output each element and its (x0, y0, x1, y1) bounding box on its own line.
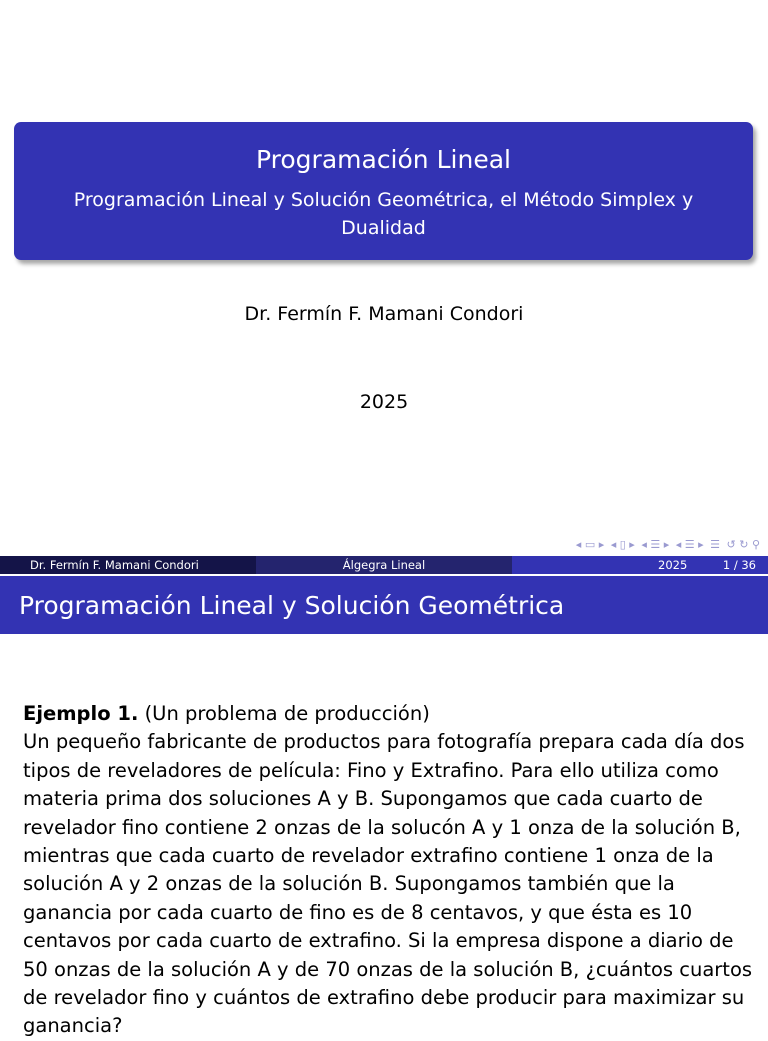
footer-course-section (256, 556, 512, 574)
nav-subsection-list-icon[interactable]: ◂ ☰ ▸ (675, 538, 704, 551)
nav-frame-icon[interactable]: ◂ ▭ ▸ (575, 538, 605, 551)
navigation-symbols (573, 538, 760, 551)
frame-title-bar (0, 576, 768, 634)
presentation-date: 2025 (359, 391, 409, 413)
title-block (14, 122, 753, 260)
footer-author-section (0, 556, 256, 574)
footer-author: Dr. Fermín F. Mamani Condori (30, 558, 199, 572)
nav-search-icon[interactable]: ↺ ↻ ⚲ (726, 538, 760, 551)
nav-subsection-icon[interactable]: ◂ ▯ ▸ (610, 538, 635, 551)
nav-toc-icon[interactable]: ☰ (710, 538, 721, 551)
example-body: Un pequeño fabricante de productos para fotografía prepara cada día dos tipos de reveladores de película: Fino y Extrafino. Para ello utiliza como materia prima dos soluciones A y B. Supongamos que cada cuarto de revelador fino contiene 2 onzas de la solucón A y 1 onza de la solución B, mientras que cada cuarto de revelador extrafino contiene 1 onza de la solución A y 2 onzas de la solución B. Supongamos también que la ganancia por cada cuarto de fino es de 8 centavos, y que ésta es 10 centavos por cada cuarto de extrafino. Si la empresa dispone a diario de 50 onzas de la solución A y de 70 onzas de la solución B, ¿cuántos cuartos de revelador fino y cuántos de extrafino debe producir para maximizar su ganancia? (23, 730, 753, 1038)
slide-footer (0, 556, 768, 574)
example-heading: (Un problema de producción) (144, 702, 430, 725)
example-label: Ejemplo 1. (23, 702, 139, 725)
author-name: Dr. Fermín F. Mamani Condori (244, 303, 524, 325)
footer-page-number: 1 / 36 (722, 558, 756, 572)
nav-section-icon[interactable]: ◂ ☰ ▸ (641, 538, 670, 551)
example-text (23, 700, 753, 1041)
frame-title: Programación Lineal y Solución Geométrica (19, 591, 565, 620)
footer-course: Álgegra Lineal (342, 558, 426, 572)
content-slide (0, 576, 768, 1038)
presentation-title: Programación Lineal (256, 145, 511, 174)
footer-year: 2025 (658, 558, 688, 572)
presentation-subtitle: Programación Lineal y Solución Geométrica, el Método Simplex y Dualidad (73, 189, 694, 239)
footer-date-section (512, 556, 768, 574)
